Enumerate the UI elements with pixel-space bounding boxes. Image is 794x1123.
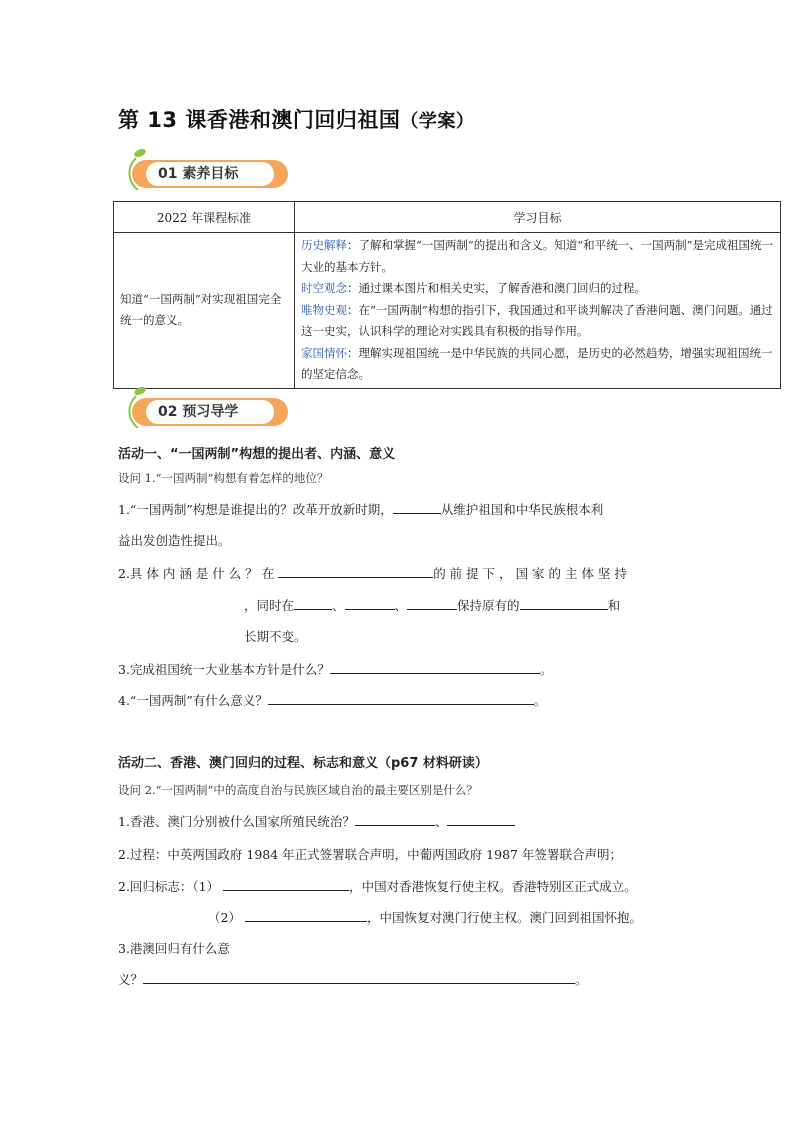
answer-blank[interactable] xyxy=(143,971,575,984)
section-badge-preview xyxy=(118,384,290,432)
goal-item: 家国情怀：理解实现祖国统一是中华民族的共同心愿，是历史的必然趋势，增强实现祖国统一的坚定信念。 xyxy=(301,345,773,381)
a1-line2-end: 长期不变。 xyxy=(244,629,307,644)
answer-blank[interactable] xyxy=(294,597,332,610)
a2-line5-cont: 义？ 。 xyxy=(118,972,588,987)
page-title: 第 13 课香港和澳门回归祖国（学案） xyxy=(118,108,475,132)
answer-blank[interactable] xyxy=(393,501,441,514)
answer-blank[interactable] xyxy=(268,692,534,705)
answer-blank[interactable] xyxy=(447,813,515,826)
goal-item: 唯物史观：在“一国两制”构想的指引下，我国通过和平谈判解决了香港问题、澳门问题。通过这一史实，认识科学的理论对实践具有积极的指导作用。 xyxy=(301,302,773,338)
a1-line2: 2.具 体 内 涵 是 什 么 ？ 在 的 前 提 下 ， 国 家 的 主 体 坚 持 xyxy=(118,566,627,581)
activity1-question: 设问 1.“一国两制”构想有着怎样的地位？ xyxy=(118,471,329,485)
table-header-standard: 2022 年课程标准 xyxy=(114,202,295,233)
standard-text: 知道“一国两制”对实现祖国完全统一的意义。 xyxy=(114,233,295,389)
section-label: 01 素养目标 xyxy=(146,162,274,186)
a1-line1-cont: 益出发创造性提出。 xyxy=(118,533,231,548)
activity2-question: 设问 2.“一国两制”中的高度自治与民族区域自治的最主要区别是什么？ xyxy=(118,783,478,797)
a2-line3: 2.回归标志：（1） ，中国对香港恢复行使主权。香港特别区正式成立。 xyxy=(118,879,637,894)
answer-blank[interactable] xyxy=(245,909,367,922)
a2-line5: 3.港澳回归有什么意 xyxy=(118,941,230,956)
objectives-table xyxy=(113,201,781,389)
answer-blank[interactable] xyxy=(223,878,349,891)
answer-blank[interactable] xyxy=(278,565,433,578)
a2-line4: （2） ，中国恢复对澳门行使主权。澳门回到祖国怀抱。 xyxy=(208,910,642,925)
goal-item: 时空观念：通过课本图片和相关史实，了解香港和澳门回归的过程。 xyxy=(301,281,646,295)
goal-item: 历史解释：了解和掌握“一国两制”的提出和含义。知道“和平统一、一国两制”是完成祖国统一大业的基本方针。 xyxy=(301,238,774,274)
a1-line1: 1.“一国两制”构想是谁提出的？改革开放新时期， 从维护祖国和中华民族根本利 xyxy=(118,502,604,517)
a2-line1: 1.香港、澳门分别被什么国家所殖民统治？ 、 xyxy=(118,812,515,830)
a1-line3: 3.完成祖国统一大业基本方针是什么？ 。 xyxy=(118,662,553,677)
activity1-heading: 活动一、“一国两制”构想的提出者、内涵、意义 xyxy=(118,447,396,462)
answer-blank[interactable] xyxy=(345,597,395,610)
answer-blank[interactable] xyxy=(330,661,540,674)
a1-line4: 4.“一国两制”有什么意义？ 。 xyxy=(118,693,547,708)
section-badge-goals xyxy=(118,146,290,194)
activity2-heading: 活动二、香港、澳门回归的过程、标志和意义（p67 材料研读） xyxy=(118,756,488,771)
a1-line2-cont: ，同时在 、 、 保持原有的 和 xyxy=(244,598,621,613)
section-label: 02 预习导学 xyxy=(146,400,274,424)
answer-blank[interactable] xyxy=(407,597,457,610)
goals-cell xyxy=(295,233,781,389)
a2-line2: 2.过程：中英两国政府 1984 年正式签署联合声明，中葡两国政府 1987 年签署联合声明； xyxy=(118,847,622,862)
table-header-goals: 学习目标 xyxy=(295,202,781,233)
answer-blank[interactable] xyxy=(520,597,608,610)
answer-blank[interactable] xyxy=(355,813,435,826)
